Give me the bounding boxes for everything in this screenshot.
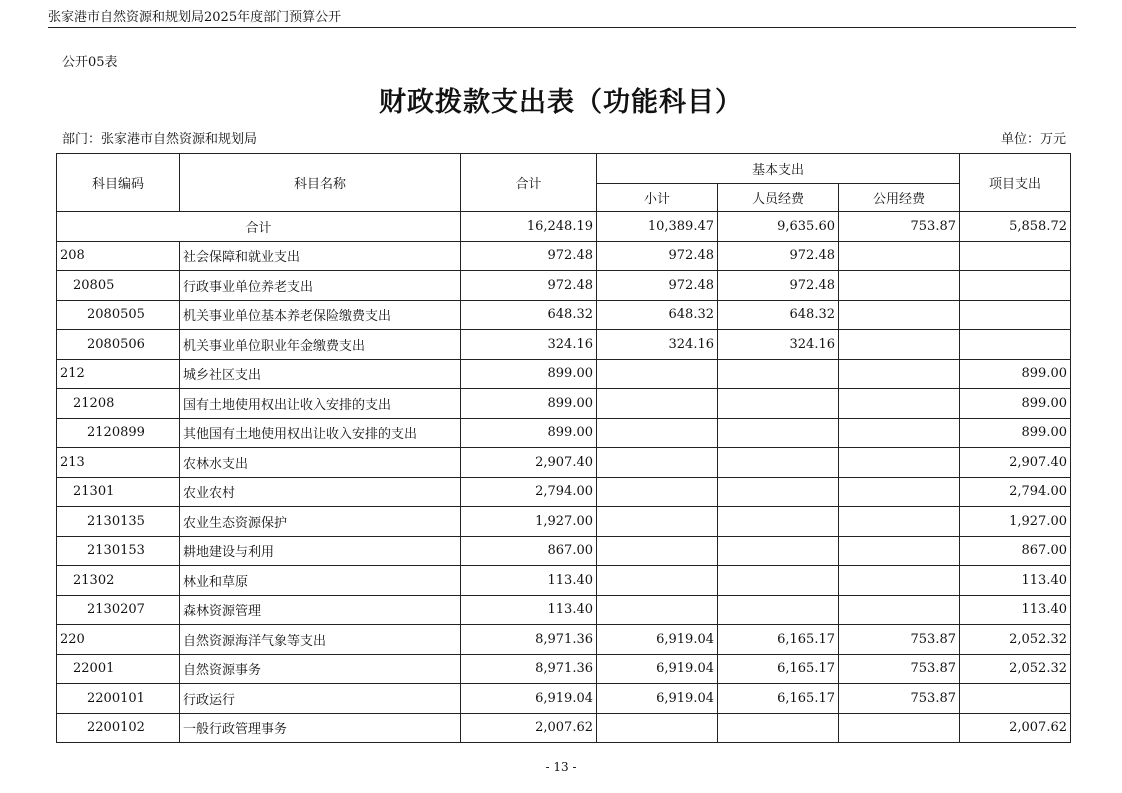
table-row bbox=[57, 330, 1071, 360]
cell-personnel: 648.32 bbox=[718, 300, 839, 330]
cell-public bbox=[839, 300, 960, 330]
cell-total: 6,919.04 bbox=[461, 684, 597, 714]
cell-code: 208 bbox=[57, 241, 180, 271]
table-row bbox=[57, 389, 1071, 419]
table-row bbox=[57, 241, 1071, 271]
cell-project: 1,927.00 bbox=[960, 507, 1071, 537]
cell-public bbox=[839, 448, 960, 478]
cell-name: 自然资源海洋气象等支出 bbox=[180, 625, 461, 655]
cell-subtotal bbox=[597, 566, 718, 596]
cell-personnel: 6,165.17 bbox=[718, 684, 839, 714]
page-title: 财政拨款支出表（功能科目） bbox=[379, 87, 743, 118]
cell-public bbox=[839, 271, 960, 301]
cell-total: 648.32 bbox=[461, 300, 597, 330]
cell-code: 2200101 bbox=[57, 684, 180, 714]
cell-code: 2130135 bbox=[57, 507, 180, 537]
cell-public: 753.87 bbox=[839, 684, 960, 714]
cell-code: 2120899 bbox=[57, 418, 180, 448]
header-basic-group: 基本支出 bbox=[597, 154, 960, 184]
cell-public bbox=[839, 507, 960, 537]
cell-project: 2,007.62 bbox=[960, 713, 1071, 743]
total-row-personnel: 9,635.60 bbox=[718, 212, 839, 242]
budget-table bbox=[56, 153, 1071, 743]
cell-subtotal: 6,919.04 bbox=[597, 625, 718, 655]
cell-project: 113.40 bbox=[960, 566, 1071, 596]
cell-public bbox=[839, 477, 960, 507]
table-row bbox=[57, 713, 1071, 743]
cell-personnel bbox=[718, 359, 839, 389]
cell-personnel bbox=[718, 536, 839, 566]
cell-total: 899.00 bbox=[461, 418, 597, 448]
cell-code: 22001 bbox=[57, 654, 180, 684]
total-row-label: 合计 bbox=[57, 212, 461, 242]
cell-code: 2080505 bbox=[57, 300, 180, 330]
table-row bbox=[57, 684, 1071, 714]
cell-code: 2130153 bbox=[57, 536, 180, 566]
cell-total: 2,907.40 bbox=[461, 448, 597, 478]
cell-project: 113.40 bbox=[960, 595, 1071, 625]
cell-project: 2,052.32 bbox=[960, 654, 1071, 684]
table-row bbox=[57, 448, 1071, 478]
cell-total: 1,927.00 bbox=[461, 507, 597, 537]
cell-project bbox=[960, 271, 1071, 301]
header-name: 科目名称 bbox=[180, 154, 461, 212]
cell-project: 2,794.00 bbox=[960, 477, 1071, 507]
cell-subtotal bbox=[597, 389, 718, 419]
table-row bbox=[57, 271, 1071, 301]
cell-subtotal bbox=[597, 418, 718, 448]
cell-public bbox=[839, 595, 960, 625]
cell-personnel bbox=[718, 389, 839, 419]
cell-project bbox=[960, 241, 1071, 271]
cell-subtotal bbox=[597, 507, 718, 537]
cell-total: 113.40 bbox=[461, 595, 597, 625]
cell-subtotal: 6,919.04 bbox=[597, 684, 718, 714]
header-project: 项目支出 bbox=[960, 154, 1071, 212]
cell-subtotal bbox=[597, 595, 718, 625]
table-row bbox=[57, 507, 1071, 537]
cell-personnel bbox=[718, 566, 839, 596]
cell-project: 899.00 bbox=[960, 389, 1071, 419]
cell-code: 21302 bbox=[57, 566, 180, 596]
cell-total: 8,971.36 bbox=[461, 654, 597, 684]
table-body bbox=[57, 212, 1071, 743]
cell-name: 林业和草原 bbox=[180, 566, 461, 596]
cell-code: 212 bbox=[57, 359, 180, 389]
cell-total: 2,007.62 bbox=[461, 713, 597, 743]
cell-personnel bbox=[718, 595, 839, 625]
header-subtotal: 小计 bbox=[597, 184, 718, 212]
form-code: 公开05表 bbox=[62, 55, 118, 70]
header-code: 科目编码 bbox=[57, 154, 180, 212]
cell-total: 324.16 bbox=[461, 330, 597, 360]
cell-subtotal bbox=[597, 359, 718, 389]
cell-name: 机关事业单位基本养老保险缴费支出 bbox=[180, 300, 461, 330]
cell-project: 899.00 bbox=[960, 418, 1071, 448]
cell-subtotal: 6,919.04 bbox=[597, 654, 718, 684]
cell-code: 213 bbox=[57, 448, 180, 478]
cell-name: 其他国有土地使用权出让收入安排的支出 bbox=[180, 418, 461, 448]
cell-code: 21301 bbox=[57, 477, 180, 507]
cell-total: 972.48 bbox=[461, 271, 597, 301]
cell-public bbox=[839, 536, 960, 566]
cell-subtotal: 972.48 bbox=[597, 271, 718, 301]
cell-name: 行政运行 bbox=[180, 684, 461, 714]
cell-name: 一般行政管理事务 bbox=[180, 713, 461, 743]
header-public: 公用经费 bbox=[839, 184, 960, 212]
cell-personnel: 972.48 bbox=[718, 271, 839, 301]
document-header: 张家港市自然资源和规划局2025年度部门预算公开 bbox=[48, 8, 1076, 28]
page-number: - 13 - bbox=[545, 760, 577, 774]
table-row bbox=[57, 536, 1071, 566]
cell-public bbox=[839, 566, 960, 596]
cell-total: 2,794.00 bbox=[461, 477, 597, 507]
table-row bbox=[57, 625, 1071, 655]
table-row bbox=[57, 654, 1071, 684]
cell-code: 2130207 bbox=[57, 595, 180, 625]
cell-subtotal bbox=[597, 713, 718, 743]
cell-name: 机关事业单位职业年金缴费支出 bbox=[180, 330, 461, 360]
cell-project: 867.00 bbox=[960, 536, 1071, 566]
cell-subtotal: 972.48 bbox=[597, 241, 718, 271]
cell-name: 农业生态资源保护 bbox=[180, 507, 461, 537]
unit-label: 单位：万元 bbox=[1000, 132, 1066, 147]
cell-project: 899.00 bbox=[960, 359, 1071, 389]
cell-name: 国有土地使用权出让收入安排的支出 bbox=[180, 389, 461, 419]
cell-code: 220 bbox=[57, 625, 180, 655]
table-row bbox=[57, 566, 1071, 596]
cell-public bbox=[839, 241, 960, 271]
cell-personnel bbox=[718, 507, 839, 537]
cell-total: 899.00 bbox=[461, 389, 597, 419]
cell-name: 农业农村 bbox=[180, 477, 461, 507]
cell-personnel: 6,165.17 bbox=[718, 625, 839, 655]
cell-personnel: 324.16 bbox=[718, 330, 839, 360]
cell-subtotal bbox=[597, 448, 718, 478]
cell-public bbox=[839, 713, 960, 743]
cell-project bbox=[960, 330, 1071, 360]
cell-personnel: 6,165.17 bbox=[718, 654, 839, 684]
cell-project bbox=[960, 684, 1071, 714]
cell-subtotal: 324.16 bbox=[597, 330, 718, 360]
table-row bbox=[57, 595, 1071, 625]
table-row bbox=[57, 477, 1071, 507]
cell-project: 2,907.40 bbox=[960, 448, 1071, 478]
cell-public: 753.87 bbox=[839, 625, 960, 655]
cell-code: 21208 bbox=[57, 389, 180, 419]
total-row-subtotal: 10,389.47 bbox=[597, 212, 718, 242]
cell-name: 自然资源事务 bbox=[180, 654, 461, 684]
cell-name: 行政事业单位养老支出 bbox=[180, 271, 461, 301]
cell-personnel bbox=[718, 448, 839, 478]
table-row bbox=[57, 359, 1071, 389]
header-total: 合计 bbox=[461, 154, 597, 212]
cell-public bbox=[839, 359, 960, 389]
total-row-total: 16,248.19 bbox=[461, 212, 597, 242]
cell-subtotal bbox=[597, 536, 718, 566]
cell-personnel bbox=[718, 477, 839, 507]
cell-public bbox=[839, 330, 960, 360]
cell-total: 899.00 bbox=[461, 359, 597, 389]
total-row-public: 753.87 bbox=[839, 212, 960, 242]
cell-public bbox=[839, 418, 960, 448]
cell-name: 森林资源管理 bbox=[180, 595, 461, 625]
cell-subtotal: 648.32 bbox=[597, 300, 718, 330]
total-row bbox=[57, 212, 1071, 242]
cell-total: 867.00 bbox=[461, 536, 597, 566]
cell-name: 社会保障和就业支出 bbox=[180, 241, 461, 271]
cell-code: 20805 bbox=[57, 271, 180, 301]
cell-personnel bbox=[718, 418, 839, 448]
cell-subtotal bbox=[597, 477, 718, 507]
cell-project bbox=[960, 300, 1071, 330]
cell-name: 耕地建设与利用 bbox=[180, 536, 461, 566]
cell-total: 113.40 bbox=[461, 566, 597, 596]
cell-personnel: 972.48 bbox=[718, 241, 839, 271]
cell-code: 2200102 bbox=[57, 713, 180, 743]
cell-code: 2080506 bbox=[57, 330, 180, 360]
cell-public bbox=[839, 389, 960, 419]
cell-total: 972.48 bbox=[461, 241, 597, 271]
total-row-project: 5,858.72 bbox=[960, 212, 1071, 242]
department-label: 部门：张家港市自然资源和规划局 bbox=[62, 132, 258, 147]
table-row bbox=[57, 300, 1071, 330]
cell-name: 城乡社区支出 bbox=[180, 359, 461, 389]
header-personnel: 人员经费 bbox=[718, 184, 839, 212]
cell-personnel bbox=[718, 713, 839, 743]
cell-project: 2,052.32 bbox=[960, 625, 1071, 655]
cell-name: 农林水支出 bbox=[180, 448, 461, 478]
cell-public: 753.87 bbox=[839, 654, 960, 684]
cell-total: 8,971.36 bbox=[461, 625, 597, 655]
table-row bbox=[57, 418, 1071, 448]
